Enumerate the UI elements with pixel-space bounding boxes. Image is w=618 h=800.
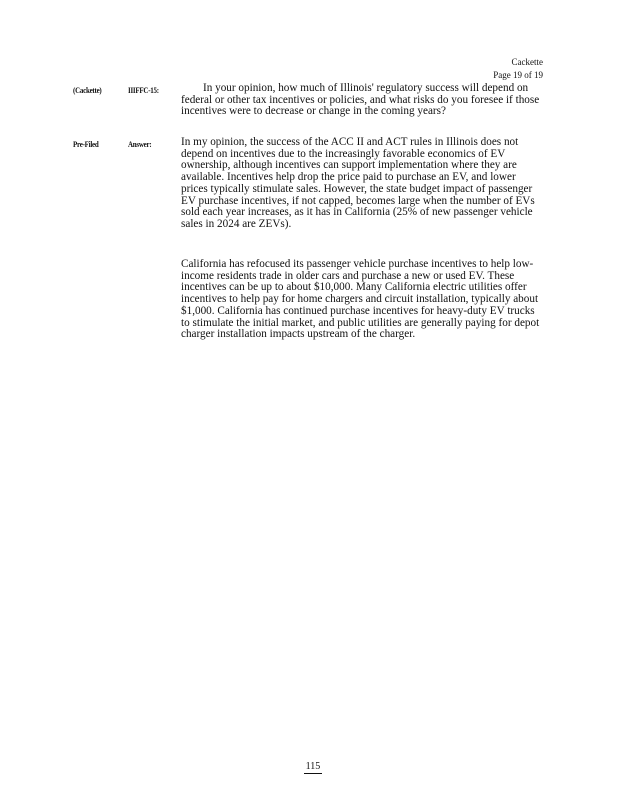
question-text: In your opinion, how much of Illinois' regulatory success will depend on federal or other tax incentives or policies, and what risks do you foresee if those incentives were to decrease or change in the coming years? xyxy=(181,82,540,118)
header-author: Cackette xyxy=(511,57,543,67)
page-header xyxy=(493,56,543,82)
question-speaker: (Cackette) xyxy=(73,85,102,95)
page-number: 115 xyxy=(305,761,321,772)
page-footer xyxy=(0,761,618,774)
answer-label: Answer: xyxy=(128,139,152,149)
question-id: IIIFFC-15: xyxy=(128,85,159,95)
answer-paragraph-1: In my opinion, the success of the ACC II and ACT rules in Illinois does not depend on incentives due to the increasingly favorable economics of EV ownership, although incentives can support implementation where they are available. Incentives help drop the price paid to purchase an EV, and lower prices typically stimulate sales. However, the state budget impact of passenger EV purchase incentives, if not capped, becomes large when the number of EVs sold each year increases, as it has in California (25% of new passenger vehicle sales in 2024 are ZEVs). xyxy=(181,136,535,230)
header-page-count: Page 19 of 19 xyxy=(493,70,543,80)
answer-paragraph-2: California has refocused its passenger vehicle purchase incentives to help low-income residents trade in older cars and purchase a new or used EV. These incentives can be up to about $10,000. Many California electric utilities offer incentives to help pay for home chargers and circuit installation, typically about $1,000. California has continued purchase incentives for heavy-duty EV trucks to stimulate the initial market, and public utilities are generally paying for depot charger installation impacts upstream of the charger. xyxy=(181,258,540,341)
answer-speaker: Pre-Filed xyxy=(73,139,99,149)
